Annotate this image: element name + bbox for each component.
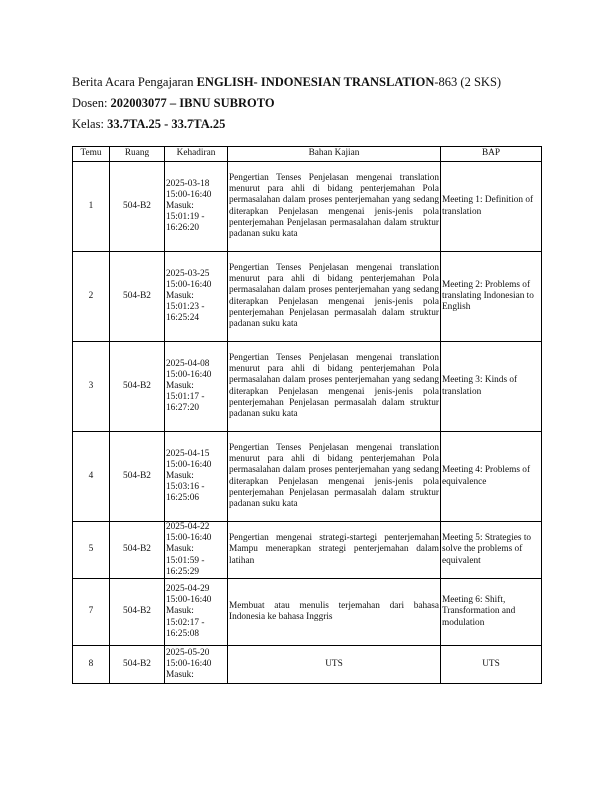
- course-name: ENGLISH- INDONESIAN TRANSLATION: [196, 75, 435, 89]
- col-header-bap: BAP: [441, 147, 542, 162]
- table-row: [73, 162, 542, 252]
- cell-temu: 4: [73, 432, 110, 522]
- cell-kehadiran: [165, 342, 228, 432]
- table-row: [73, 432, 542, 522]
- cell-bap: Meeting 2: Problems of translating Indonesian to English: [441, 252, 542, 342]
- cell-bap: Meeting 6: Shift, Transformation and modulation: [441, 579, 542, 646]
- cell-bahan-kajian: Pengertian Tenses Penjelasan mengenai translation menurut para ahli di bidang penterjemahan Pola permasalahan dalam proses penterjemahan yang sedang diterapkan Penjelasan mengenai jenis-jenis pola penterjemahan Penjelasan permasalahan dalam struktur padanan suku kata: [228, 162, 441, 252]
- cell-ruang: 504-B2: [110, 252, 165, 342]
- cell-temu: 8: [73, 646, 110, 684]
- kehadiran-text: 2025-05-20 15:00-16:40 Masuk:: [166, 647, 212, 681]
- table-row: [73, 579, 542, 646]
- class-label: Kelas:: [72, 117, 108, 131]
- cell-kehadiran: [165, 432, 228, 522]
- cell-bap: UTS: [441, 646, 542, 684]
- course-code: -863 (2 SKS): [434, 75, 502, 89]
- cell-bahan-kajian: Pengertian mengenai strategi-startegi penterjemahan Mampu menerapkan strategi penterjemahan dalam latihan: [228, 522, 441, 579]
- kehadiran-text: 2025-04-29 15:00-16:40 Masuk: 15:02:17 - 16:25:08: [166, 584, 212, 639]
- cell-kehadiran: [165, 162, 228, 252]
- lecturer-label: Dosen:: [72, 96, 111, 110]
- cell-kehadiran: [165, 252, 228, 342]
- cell-ruang: 504-B2: [110, 342, 165, 432]
- cell-bap: Meeting 4: Problems of equivalence: [441, 432, 542, 522]
- table-row: [73, 252, 542, 342]
- cell-ruang: 504-B2: [110, 162, 165, 252]
- kehadiran-text: 2025-04-15 15:00-16:40 Masuk: 15:03:16 - 16:25:06: [166, 448, 212, 504]
- cell-temu: 1: [73, 162, 110, 252]
- cell-bap: Meeting 5: Strategies to solve the problems of equivalent: [441, 522, 542, 579]
- cell-bap: Meeting 1: Definition of translation: [441, 162, 542, 252]
- course-title-prefix: Berita Acara Pengajaran: [72, 75, 197, 89]
- cell-bahan-kajian: Membuat atau menulis terjemahan dari bahasa Indonesia ke bahasa Inggris: [228, 579, 441, 646]
- table-row: [73, 646, 542, 684]
- teaching-record-table: [72, 146, 542, 684]
- kehadiran-text: 2025-04-22 15:00-16:40 Masuk: 15:01:59 - 16:25:29: [166, 522, 212, 577]
- table-row: [73, 342, 542, 432]
- cell-bahan-kajian: Pengertian Tenses Penjelasan mengenai translation menurut para ahli di bidang penterjemahan Pola permasalahan dalam proses penterjemahan yang sedang diterapkan Penjelasan mengenai jenis-jenis pola penterjemahan Penjelasan permasalah dalam struktur padanan suku kata: [228, 252, 441, 342]
- cell-bap: Meeting 3: Kinds of translation: [441, 342, 542, 432]
- course-title-line: [72, 75, 501, 90]
- cell-temu: 7: [73, 579, 110, 646]
- class-line: [72, 117, 225, 132]
- col-header-bahan-kajian: Bahan Kajian: [228, 147, 441, 162]
- col-header-ruang: Ruang: [110, 147, 165, 162]
- cell-ruang: 504-B2: [110, 522, 165, 579]
- cell-bahan-kajian: Pengertian Tenses Penjelasan mengenai translation menurut para ahli di bidang penterjemahan Pola permasalahan dalam proses penterjemahan yang sedang diterapkan Penjelasan mengenai jenis-jenis pola penterjemahan Penjelasan permasalah dalam struktur padanan suku kata: [228, 342, 441, 432]
- cell-kehadiran: [165, 579, 228, 646]
- kehadiran-text: 2025-03-18 15:00-16:40 Masuk: 15:01:19 - 16:26:20: [166, 178, 212, 234]
- kehadiran-text: 2025-04-08 15:00-16:40 Masuk: 15:01:17 - 16:27:20: [166, 358, 212, 414]
- kehadiran-text: 2025-03-25 15:00-16:40 Masuk: 15:01:23 - 16:25:24: [166, 268, 212, 324]
- cell-temu: 3: [73, 342, 110, 432]
- cell-ruang: 504-B2: [110, 579, 165, 646]
- cell-kehadiran: [165, 522, 228, 579]
- lecturer-line: [72, 96, 275, 111]
- cell-bahan-kajian: Pengertian Tenses Penjelasan mengenai translation menurut para ahli di bidang penterjemahan Pola permasalahan dalam proses penterjemahan yang sedang diterapkan Penjelasan mengenai jenis-jenis pola penterjemahan Penjelasan permasalah dalam struktur padanan suku kata: [228, 432, 441, 522]
- lecturer-name: 202003077 – IBNU SUBROTO: [110, 96, 275, 110]
- cell-temu: 5: [73, 522, 110, 579]
- cell-temu: 2: [73, 252, 110, 342]
- cell-kehadiran: [165, 646, 228, 684]
- cell-bahan-kajian: UTS: [228, 646, 441, 684]
- cell-ruang: 504-B2: [110, 432, 165, 522]
- cell-ruang: 504-B2: [110, 646, 165, 684]
- col-header-temu: Temu: [73, 147, 110, 162]
- table-header-row: [73, 147, 542, 162]
- class-value: 33.7TA.25 - 33.7TA.25: [107, 117, 226, 131]
- col-header-kehadiran: Kehadiran: [165, 147, 228, 162]
- table-row: [73, 522, 542, 579]
